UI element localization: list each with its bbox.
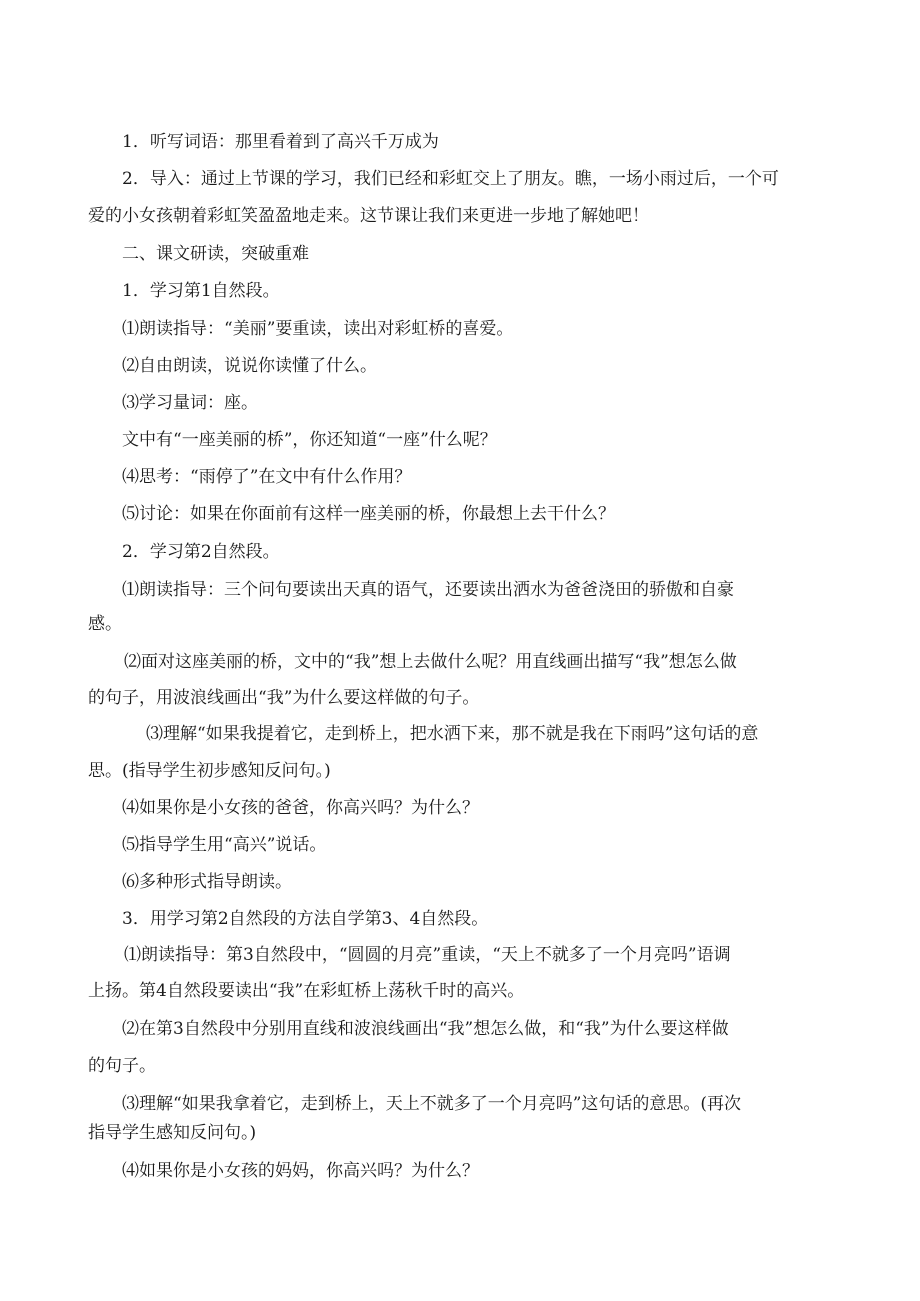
item-introduction-cont: 爱的小女孩朝着彩虹笑盈盈地走来。这节课让我们来更进一步地了解她吧！: [88, 206, 649, 226]
step-3-item-4: ⑷如果你是小女孩的妈妈，你高兴吗？为什么？: [122, 1161, 479, 1181]
item-dictation: 1．听写词语：那里看着到了高兴千万成为: [122, 132, 439, 152]
step-3-item-2: ⑵在第3自然段中分别用直线和波浪线画出“我”想怎么做，和“我”为什么要这样做: [122, 1019, 729, 1039]
step-2-item-4: ⑷如果你是小女孩的爸爸，你高兴吗？为什么？: [122, 798, 479, 818]
step-3-heading: 3．用学习第2自然段的方法自学第3、4自然段。: [122, 909, 489, 929]
step-3-item-2-cont: 的句子。: [88, 1056, 156, 1076]
step-1-item-3-note: 文中有“一座美丽的桥”，你还知道“一座”什么呢？: [122, 430, 497, 450]
section-heading: 二、课文研读，突破重难: [122, 244, 309, 264]
step-1-heading: 1．学习第1自然段。: [122, 281, 280, 301]
step-3-item-3: ⑶理解“如果我拿着它，走到桥上，天上不就多了一个月亮吗”这句话的意思。(再次: [122, 1094, 742, 1114]
step-2-item-1-cont: 感。: [88, 614, 122, 634]
step-2-heading: 2．学习第2自然段。: [122, 542, 280, 562]
step-2-item-1: ⑴朗读指导：三个问句要读出天真的语气，还要读出洒水为爸爸浇田的骄傲和自豪: [122, 580, 734, 600]
step-2-item-3: ⑶理解“如果我提着它，走到桥上，把水洒下来，那不就是我在下雨吗”这句话的意: [146, 724, 759, 744]
step-1-item-1: ⑴朗读指导：“美丽”要重读，读出对彩虹桥的喜爱。: [122, 319, 514, 339]
step-2-item-2: ⑵面对这座美丽的桥，文中的“我”想上去做什么呢？用直线画出描写“我”想怎么做: [124, 652, 737, 672]
item-introduction: 2．导入：通过上节课的学习，我们已经和彩虹交上了朋友。瞧，一场小雨过后，一个可: [122, 169, 779, 189]
step-1-item-2: ⑵自由朗读，说说你读懂了什么。: [122, 356, 377, 376]
step-2-item-5: ⑸指导学生用“高兴”说话。: [122, 835, 327, 855]
step-2-item-6: ⑹多种形式指导朗读。: [122, 872, 292, 892]
step-2-item-3-cont: 思。(指导学生初步感知反问句。): [88, 761, 331, 781]
step-1-item-3: ⑶学习量词：座。: [122, 393, 258, 413]
step-1-item-4: ⑷思考：“雨停了”在文中有什么作用？: [122, 467, 412, 487]
step-3-item-3-cont: 指导学生感知反问句。): [88, 1123, 257, 1143]
step-3-item-1-cont: 上扬。第4自然段要读出“我”在彩虹桥上荡秋千时的高兴。: [88, 981, 525, 1001]
step-3-item-1: ⑴朗读指导：第3自然段中，“圆圆的月亮”重读，“天上不就多了一个月亮吗”语调: [124, 945, 731, 965]
step-2-item-2-cont: 的句子，用波浪线画出“我”为什么要这样做的句子。: [88, 688, 480, 708]
step-1-item-5: ⑸讨论：如果在你面前有这样一座美丽的桥，你最想上去干什么？: [122, 504, 615, 524]
